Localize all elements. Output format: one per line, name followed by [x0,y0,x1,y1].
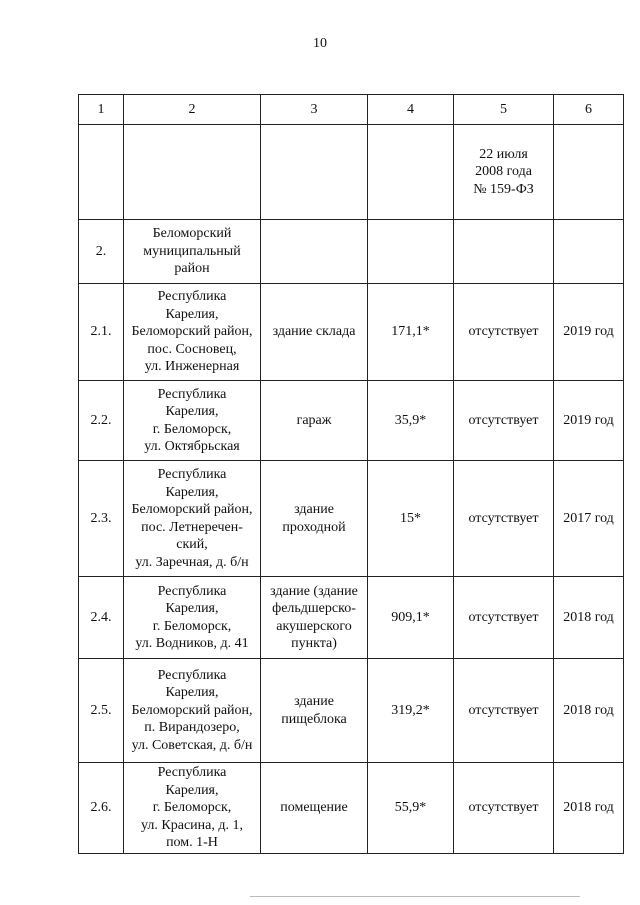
property-table [78,94,624,854]
location-cell-line: Карелия, [165,685,219,701]
location-cell [124,763,261,854]
object-cell-line: здание [294,502,334,517]
location-cell-line: пос. Сосновец, [147,341,237,357]
area-cell [368,125,454,220]
row-number-cell: 2.1. [79,284,124,381]
year-cell: 2018 год [554,577,624,659]
law-cell-line: отсутствует [468,800,539,816]
object-cell [261,577,368,659]
object-cell [261,220,368,284]
location-cell-line: Карелия, [165,601,219,616]
area-cell: 15* [368,461,454,577]
law-cell-line: отсутствует [468,609,539,625]
object-cell [261,284,368,381]
area-cell [368,220,454,284]
law-cell-line: отсутствует [468,510,539,526]
area-cell: 55,9* [368,763,454,854]
location-cell-line: ул. Водников, д. 41 [135,636,249,651]
location-cell-line: Карелия, [165,484,219,500]
area-cell: 171,1* [368,284,454,381]
location-cell-line: Беломорский район, [131,502,253,517]
location-cell-line: г. Беломорск, [152,618,232,634]
location-cell-line: Республика [157,467,227,482]
location-cell-line: г. Беломорск, [152,421,232,437]
row-number-cell: 2.3. [79,461,124,577]
location-cell-line: Карелия, [165,404,219,419]
location-cell-line: п. Вирандозеро, [144,720,240,736]
page-number: 10 [313,36,327,51]
location-cell [124,220,261,284]
area-cell: 35,9* [368,381,454,461]
year-cell [554,125,624,220]
law-cell-line: отсутствует [468,702,539,718]
object-cell [261,125,368,220]
location-cell [124,381,261,461]
location-cell [124,659,261,763]
law-cell [454,461,554,577]
location-cell-line: Карелия, [165,782,219,798]
location-cell-line: Республика [157,765,227,781]
location-cell-line: ул. Октябрьская [144,439,240,454]
object-cell [261,763,368,854]
year-cell: 2019 год [554,284,624,381]
location-cell-line: г. Беломорск, [152,800,232,816]
location-cell-line: Республика [157,289,227,305]
location-cell-line: ул. Заречная, д. б/н [135,554,249,570]
location-cell-line: Карелия, [165,306,219,322]
location-cell [124,125,261,220]
location-cell-line: ул. Инженерная [144,359,240,375]
location-cell-line: муниципальный [143,243,241,259]
location-cell-line: Республика [157,583,227,599]
law-cell [454,125,554,220]
row-number-cell: 2.2. [79,381,124,461]
table-row [79,763,624,854]
year-cell: 2017 год [554,461,624,577]
location-cell-line: Беломорский [152,226,232,242]
law-cell-line: № 159-ФЗ [473,181,534,197]
object-cell-line: гараж [296,412,332,428]
table-row [79,577,624,659]
header-cell: 3 [261,95,368,125]
object-cell-line: здание склада [272,324,356,340]
law-cell-line: отсутствует [468,412,539,428]
header-cell: 1 [79,95,124,125]
row-number-cell: 2.4. [79,577,124,659]
law-cell [454,577,554,659]
object-cell [261,461,368,577]
location-cell-line: Беломорский район, [131,324,253,340]
law-cell [454,763,554,854]
object-cell-line: пищеблока [281,711,347,727]
location-cell-line: ский, [176,537,208,552]
object-cell-line: помещение [280,800,348,816]
row-number-cell: 2.6. [79,763,124,854]
location-cell-line: Беломорский район, [131,702,253,718]
location-cell [124,284,261,381]
bottom-rule [250,896,580,897]
year-cell: 2018 год [554,763,624,854]
table-row [79,461,624,577]
year-cell: 2019 год [554,381,624,461]
table-row [79,659,624,763]
law-cell [454,220,554,284]
header-cell: 6 [554,95,624,125]
object-cell [261,381,368,461]
object-cell-line: проходной [282,519,346,535]
row-number-cell: 2. [79,220,124,284]
area-cell: 319,2* [368,659,454,763]
location-cell-line: пос. Летнеречен- [141,519,243,535]
location-cell-line: Республика [157,386,227,402]
table-row [79,284,624,381]
law-cell [454,659,554,763]
table-row [79,381,624,461]
location-cell [124,577,261,659]
location-cell-line: ул. Советская, д. б/н [131,737,253,753]
location-cell-line: ул. Красина, д. 1, [141,817,243,833]
row-number-cell: 2.5. [79,659,124,763]
object-cell [261,659,368,763]
year-cell: 2018 год [554,659,624,763]
row-number-cell [79,125,124,220]
area-cell: 909,1* [368,577,454,659]
year-cell [554,220,624,284]
table-row [79,220,624,284]
location-cell-line: район [174,261,210,277]
header-cell: 2 [124,95,261,125]
location-cell-line: Республика [157,667,227,683]
header-cell: 5 [454,95,554,125]
law-cell-line: 2008 года [475,164,532,180]
location-cell [124,461,261,577]
law-cell [454,381,554,461]
object-cell-line: здание (здание [270,583,358,599]
object-cell-line: акушерского [276,618,352,634]
law-cell [454,284,554,381]
location-cell-line: пом. 1-Н [166,835,218,851]
object-cell-line: фельдшерско- [272,601,356,616]
object-cell-line: пункта) [291,636,337,651]
object-cell-line: здание [294,694,334,709]
header-row [79,95,624,125]
law-cell-line: 22 июля [479,146,528,162]
law-cell-line: отсутствует [468,324,539,340]
table-row [79,125,624,220]
header-cell: 4 [368,95,454,125]
